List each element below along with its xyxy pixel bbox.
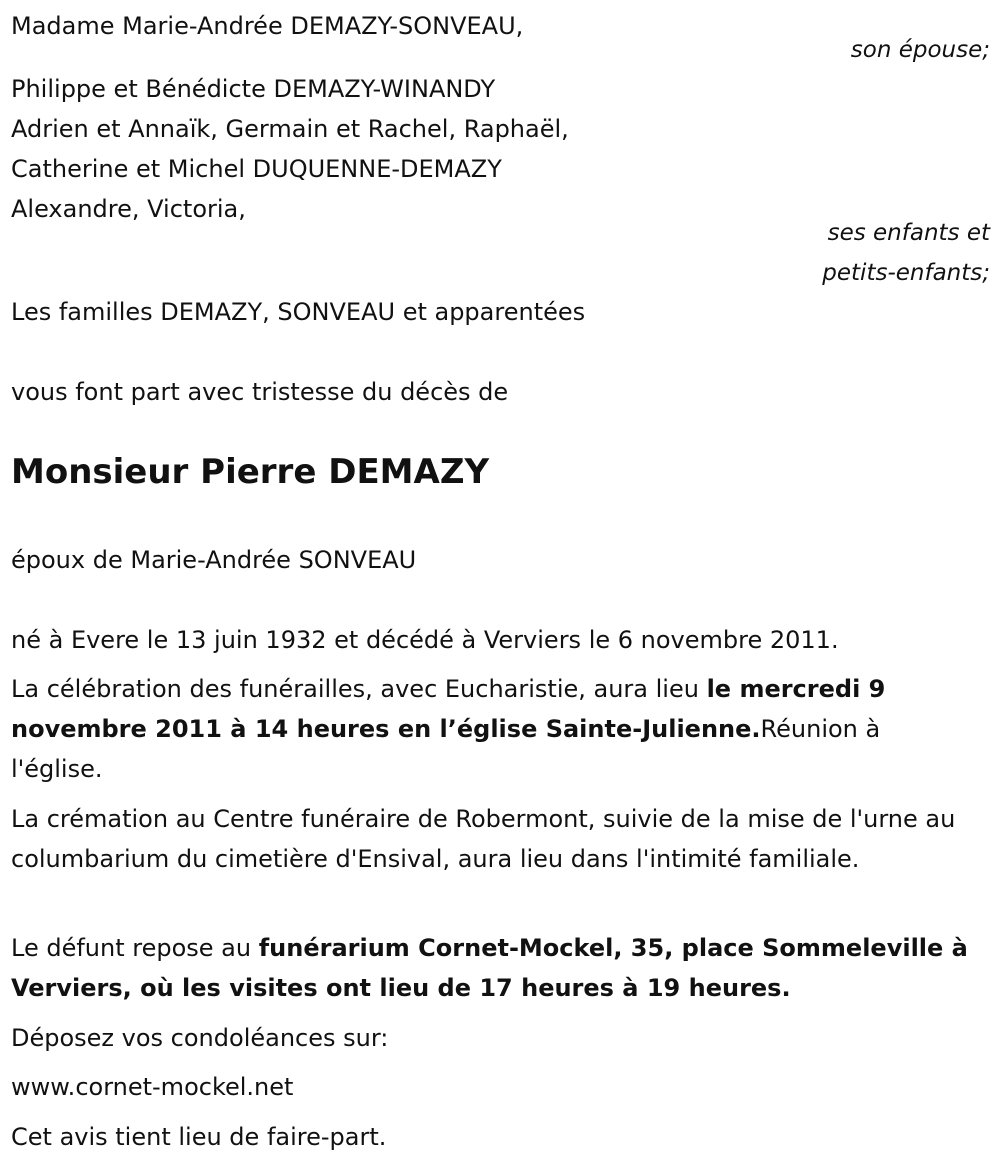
families-line: Les familles DEMAZY, SONVEAU et apparentées: [11, 298, 586, 326]
children-role-line-1: ses enfants et: [827, 220, 990, 246]
repose-paragraph: [11, 928, 996, 1008]
children-line-2: Adrien et Annaïk, Germain et Rachel, Raphaël,: [11, 115, 569, 143]
funeral-date-place: le mercredi 9 novembre 2011 à 14 heures en l’église Sainte-Julienne.: [11, 675, 886, 743]
children-line-3: Catherine et Michel DUQUENNE-DEMAZY: [11, 155, 502, 183]
spouse-role: son épouse;: [850, 37, 990, 63]
children-line-4: Alexandre, Victoria,: [11, 195, 246, 223]
funeral-intro: La célébration des funérailles, avec Eucharistie, aura lieu: [11, 675, 707, 703]
funeral-outro: Réunion à l'église.: [11, 715, 881, 783]
children-line-1: Philippe et Bénédicte DEMAZY-WINANDY: [11, 75, 496, 103]
spouse-name: Madame Marie-Andrée DEMAZY-SONVEAU,: [11, 12, 524, 40]
closing-line: Cet avis tient lieu de faire-part.: [11, 1123, 387, 1151]
funeral-paragraph: [11, 669, 971, 789]
website-link[interactable]: www.cornet-mockel.net: [11, 1073, 294, 1101]
deceased-name: Monsieur Pierre DEMAZY: [11, 452, 490, 492]
cremation-paragraph: La crémation au Centre funéraire de Robermont, suivie de la mise de l'urne au columbarium du cimetière d'Ensival, aura lieu dans l'intimité familiale.: [11, 805, 956, 873]
birth-death-line: né à Evere le 13 juin 1932 et décédé à Verviers le 6 novembre 2011.: [11, 626, 839, 654]
repose-location: funérarium Cornet-Mockel, 35, place Sommeleville à Verviers, où les visites ont lieu de 17 heures à 19 heures.: [11, 934, 968, 1002]
announcement-line: vous font part avec tristesse du décès de: [11, 378, 509, 406]
condolences-label: Déposez vos condoléances sur:: [11, 1024, 389, 1052]
spouse-of-line: époux de Marie-Andrée SONVEAU: [11, 546, 417, 574]
repose-intro: Le défunt repose au: [11, 934, 259, 962]
children-role-line-2: petits-enfants;: [822, 260, 990, 286]
